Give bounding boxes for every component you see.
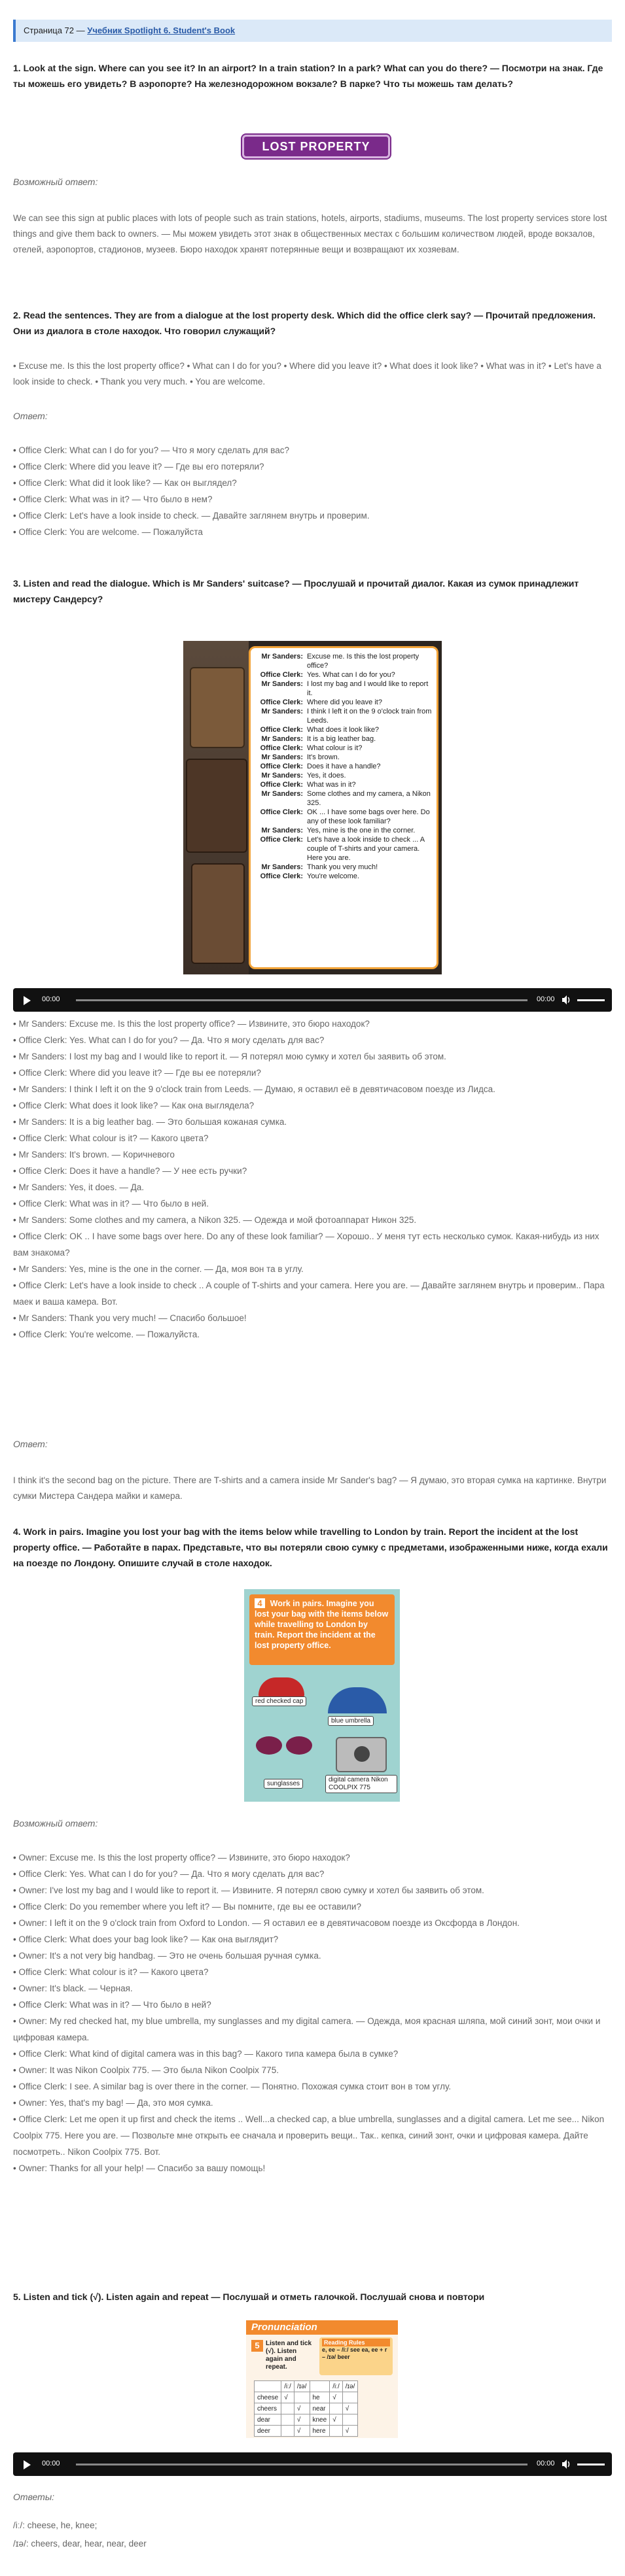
list-item: • Office Clerk: What was in it? — Что было в ней? bbox=[13, 1997, 612, 2013]
list-item: • Office Clerk: What did it look like? — Как он выглядел? bbox=[13, 475, 612, 491]
lost-property-sign: LOST PROPERTY bbox=[242, 135, 390, 158]
dialogue-line bbox=[255, 725, 433, 734]
list-item: • Office Clerk: Let's have a look inside to check. — Давайте заглянем внутрь и проверим. bbox=[13, 507, 612, 524]
item-label-sunglasses: sunglasses bbox=[264, 1779, 303, 1789]
dialogue-line bbox=[255, 863, 433, 872]
list-item: • Office Clerk: You are welcome. — Пожалуйста bbox=[13, 524, 612, 540]
dialogue-line bbox=[255, 753, 433, 762]
list-item: • Owner: I've lost my bag and I would like to report it. — Извините. Я потерял свою сумку и хотел бы заявить об этом. bbox=[13, 1882, 612, 1898]
dialogue-line bbox=[255, 789, 433, 808]
list-item: • Owner: Thanks for all your help! — Спасибо за вашу помощь! bbox=[13, 2160, 612, 2176]
list-item: • Mr Sanders: It's brown. — Коричневого bbox=[13, 1146, 612, 1163]
list-item: • Office Clerk: Does it have a handle? — У нее есть ручки? bbox=[13, 1163, 612, 1179]
dialogue-text: Some clothes and my camera, a Nikon 325. bbox=[307, 790, 431, 807]
table-cell: he bbox=[310, 2392, 330, 2403]
dialogue-text: I lost my bag and I would like to report it. bbox=[307, 680, 429, 697]
list-item: • Office Clerk: Where did you leave it? — Где вы его потеряли? bbox=[13, 458, 612, 475]
volume-icon[interactable] bbox=[562, 995, 571, 1005]
volume-slider[interactable] bbox=[577, 2464, 605, 2465]
dialogue-line bbox=[255, 872, 433, 881]
play-icon[interactable] bbox=[24, 2460, 31, 2469]
sunglasses-right-lens bbox=[286, 1736, 312, 1755]
task4-image bbox=[244, 1589, 400, 1802]
dialogue-line bbox=[255, 771, 433, 780]
list-item: • Office Clerk: What was in it? — Что было в нем? bbox=[13, 491, 612, 507]
table-row bbox=[255, 2392, 358, 2403]
task5-number: 5 bbox=[251, 2340, 263, 2352]
list-item: • Office Clerk: You're welcome. — Пожалуйста. bbox=[13, 1326, 612, 1343]
dialogue-line bbox=[255, 826, 433, 835]
task3-title: 3. Listen and read the dialogue. Which is Mr Sanders' suitcase? — Прослушай и прочитай диалог. Какая из сумок принадлежит мистеру Сандерсу? bbox=[13, 578, 579, 604]
dialogue-text: You're welcome. bbox=[307, 872, 359, 880]
reading-rules-box bbox=[319, 2337, 393, 2375]
audio-player-1[interactable] bbox=[13, 988, 612, 1012]
dialogue-line bbox=[255, 744, 433, 753]
table-header-cell: /iː/ bbox=[330, 2381, 343, 2392]
list-item: • Owner: I left it on the 9 o'clock train from Oxford to London. — Я оставил ее в девятичасовом поезде из Оксфорда в Лондон. bbox=[13, 1915, 612, 1931]
item-label-cap: red checked cap bbox=[252, 1696, 306, 1706]
dialogue-text: Thank you very much! bbox=[307, 863, 378, 871]
dialogue-bubble bbox=[249, 646, 438, 969]
audio-time-total: 00:00 bbox=[537, 2460, 555, 2467]
reading-rules-title: Reading Rules bbox=[322, 2339, 390, 2346]
item-label-umbrella: blue umbrella bbox=[328, 1716, 374, 1726]
book-link[interactable]: Учебник Spotlight 6. Student's Book bbox=[87, 26, 236, 35]
audio-time-current: 00:00 bbox=[42, 2460, 60, 2467]
table-row bbox=[255, 2414, 358, 2426]
dialogue-line bbox=[255, 835, 433, 863]
dialogue-text: What does it look like? bbox=[307, 726, 380, 734]
dialogue-speaker: Office Clerk: bbox=[260, 744, 303, 752]
page-label: Страница 72 — bbox=[24, 26, 85, 35]
table-cell bbox=[342, 2414, 358, 2426]
sunglasses-left-lens bbox=[256, 1736, 282, 1755]
list-item: • Office Clerk: What colour is it? — Какого цвета? bbox=[13, 1964, 612, 1980]
dialogue-speaker: Mr Sanders: bbox=[261, 863, 303, 871]
dialogue-speaker: Office Clerk: bbox=[260, 836, 303, 844]
list-item: • Owner: Yes, that's my bag! — Да, это моя сумка. bbox=[13, 2095, 612, 2111]
dialogue-speaker: Mr Sanders: bbox=[261, 680, 303, 688]
dialogue-line bbox=[255, 780, 433, 789]
table-cell: √ bbox=[294, 2414, 310, 2426]
dialogue-speaker: Office Clerk: bbox=[260, 763, 303, 770]
task2-answer-label: Ответ: bbox=[13, 411, 48, 421]
dialogue-text: Yes, it does. bbox=[307, 772, 346, 780]
reading-rules-text: e, ee – /iː/ see ea, ee + r – /ɪə/ beer bbox=[322, 2346, 387, 2360]
table-cell bbox=[330, 2403, 343, 2414]
suitcases-illustration bbox=[183, 641, 249, 974]
dialogue-text: Yes, mine is the one in the corner. bbox=[307, 827, 416, 834]
list-item: • Office Clerk: OK .. I have some bags over here. Do any of these look familiar? — Хорошо.. У меня тут есть несколько сумок. Какая-нибудь из них вам знакома? bbox=[13, 1228, 612, 1261]
table-header-cell: /iː/ bbox=[281, 2381, 295, 2392]
task1-answer-label: Возможный ответ: bbox=[13, 177, 98, 187]
task3-answer-label: Ответ: bbox=[13, 1439, 48, 1449]
dialogue-text: Where did you leave it? bbox=[307, 698, 382, 706]
dialogue-line bbox=[255, 679, 433, 698]
audio-progress-bar[interactable] bbox=[76, 2464, 527, 2465]
task4-instruction: Work in pairs. Imagine you lost your bag with the items below while travelling to London by train. Report the incident at the lost property office. bbox=[255, 1599, 389, 1650]
dialogue-speaker: Office Clerk: bbox=[260, 698, 303, 706]
table-cell bbox=[330, 2426, 343, 2437]
list-item: • Office Clerk: What colour is it? — Какого цвета? bbox=[13, 1130, 612, 1146]
dialogue-speaker: Mr Sanders: bbox=[261, 653, 303, 661]
dialogue-image bbox=[183, 641, 442, 974]
dialogue-speaker: Office Clerk: bbox=[260, 726, 303, 734]
dialogue-speaker: Mr Sanders: bbox=[261, 735, 303, 743]
table-cell: here bbox=[310, 2426, 330, 2437]
table-cell: deer bbox=[255, 2426, 281, 2437]
dialogue-text: What colour is it? bbox=[307, 744, 363, 752]
pronunciation-table-wrap bbox=[254, 2380, 358, 2437]
dialogue-text: OK ... I have some bags over here. Do any of these look familiar? bbox=[307, 808, 430, 825]
task5-answer-label: Ответы: bbox=[13, 2492, 55, 2502]
dialogue-text: It is a big leather bag. bbox=[307, 735, 376, 743]
list-item: • Office Clerk: What kind of digital camera was in this bag? — Какого типа камера была в сумке? bbox=[13, 2046, 612, 2062]
dialogue-line bbox=[255, 698, 433, 707]
table-header-cell: /ɪə/ bbox=[342, 2381, 358, 2392]
list-item: • Mr Sanders: Some clothes and my camera, a Nikon 325. — Одежда и мой фотоаппарат Никон 325. bbox=[13, 1212, 612, 1228]
table-cell: √ bbox=[294, 2426, 310, 2437]
table-cell bbox=[281, 2426, 295, 2437]
dialogue-speaker: Mr Sanders: bbox=[261, 708, 303, 715]
task5-answer-1: /iː/: cheese, he, knee; bbox=[13, 2520, 98, 2530]
task4-title: 4. Work in pairs. Imagine you lost your bag with the items below while travelling to London by train. Report the incident at the lost property office. — Работайте в парах. Представьте, что вы потеряли свою сумку с предметами, изображенными ниже, когда ехали на поезде по Лондону. Опишите случай в столе находок. bbox=[13, 1526, 608, 1568]
list-item: • Owner: It's a not very big handbag. — Это не очень большая ручная сумка. bbox=[13, 1948, 612, 1964]
dialogue-text: I think I left it on the 9 o'clock train from Leeds. bbox=[307, 708, 432, 725]
table-cell: cheese bbox=[255, 2392, 281, 2403]
umbrella-illustration bbox=[328, 1687, 387, 1713]
table-cell bbox=[294, 2392, 310, 2403]
dialogue-text: Does it have a handle? bbox=[307, 763, 381, 770]
camera-illustration bbox=[336, 1737, 387, 1772]
task4-number: 4 bbox=[255, 1598, 265, 1608]
table-row bbox=[255, 2426, 358, 2437]
table-cell: cheers bbox=[255, 2403, 281, 2414]
task3-answer: I think it's the second bag on the picture. There are T-shirts and a camera inside Mr Sander's bag? — Я думаю, это вторая сумка на картинке. Внутри сумки Мистера Сандера майки и камера. bbox=[13, 1475, 607, 1501]
dialogue-text: It's brown. bbox=[307, 753, 340, 761]
list-item: • Mr Sanders: Yes, it does. — Да. bbox=[13, 1179, 612, 1195]
cap-illustration bbox=[259, 1677, 304, 1698]
volume-icon[interactable] bbox=[562, 2459, 571, 2469]
dialogue-speaker: Mr Sanders: bbox=[261, 753, 303, 761]
dialogue-speaker: Mr Sanders: bbox=[261, 827, 303, 834]
table-cell bbox=[281, 2403, 295, 2414]
list-item: • Mr Sanders: I lost my bag and I would like to report it. — Я потерял мою сумку и хотел бы заявить об этом. bbox=[13, 1048, 612, 1065]
task2-answer-list bbox=[13, 442, 612, 540]
dialogue-speaker: Office Clerk: bbox=[260, 781, 303, 789]
pronunciation-heading: Pronunciation bbox=[246, 2320, 398, 2335]
table-cell bbox=[281, 2414, 295, 2426]
task5-title: 5. Listen and tick (√). Listen again and repeat — Послушай и отметь галочкой. Послушай снова и повтори bbox=[13, 2292, 485, 2302]
task4-lines bbox=[13, 1849, 612, 2176]
table-cell: knee bbox=[310, 2414, 330, 2426]
audio-progress-bar[interactable] bbox=[76, 999, 527, 1001]
list-item: • Office Clerk: What was in it? — Что было в ней. bbox=[13, 1195, 612, 1212]
dialogue-text: Let's have a look inside to check ... A couple of T-shirts and your camera. Here you are. bbox=[307, 836, 425, 862]
table-row bbox=[255, 2403, 358, 2414]
dialogue-speaker: Office Clerk: bbox=[260, 671, 303, 679]
audio-player-2[interactable] bbox=[13, 2452, 612, 2476]
task5-image bbox=[246, 2320, 398, 2438]
audio-time-current: 00:00 bbox=[42, 995, 60, 1003]
list-item: • Mr Sanders: Excuse me. Is this the lost property office? — Извините, это бюро находок? bbox=[13, 1016, 612, 1032]
table-header-cell bbox=[310, 2381, 330, 2392]
task4-instruction-box bbox=[249, 1594, 395, 1665]
audio-time-total: 00:00 bbox=[537, 995, 555, 1003]
list-item: • Office Clerk: Yes. What can I do for you? — Да. Что я могу сделать для вас? bbox=[13, 1866, 612, 1882]
task1-answer: We can see this sign at public places with lots of people such as train stations, hotels, airports, stadiums, museums. The lost property services store lost things and give them back to owners. — Мы можем увидеть этот знак в общественных местах с большим количеством людей, вроде вокзалов, отелей, аэропортов, стадионов, музеев. Бюро находок хранят потерянные вещи и возвращают их хозяевам. bbox=[13, 213, 607, 254]
table-cell: √ bbox=[330, 2414, 343, 2426]
list-item: • Office Clerk: Yes. What can I do for you? — Да. Что я могу сделать для вас? bbox=[13, 1032, 612, 1048]
list-item: • Office Clerk: Let's have a look inside to check .. A couple of T-shirts and your camera. Here you are. — Давайте заглянем внутрь и проверим.. Пара маек и ваша камера. Вот. bbox=[13, 1277, 612, 1310]
list-item: • Office Clerk: What does your bag look like? — Как она выглядит? bbox=[13, 1931, 612, 1948]
dialogue-line bbox=[255, 652, 433, 670]
list-item: • Office Clerk: Let me open it up first and check the items .. Well...a checked cap, a blue umbrella, sunglasses and a digital camera. Let me see... Nikon Coolpix 775. Here you are. — Позвольте мне открыть ее сначала и проверить вещи.. Так.. кепка, синий зонт, очки и цифровая камера. Дайте посмотреть.. Nikon Coolpix 775. Вот. bbox=[13, 2111, 612, 2160]
list-item: • Mr Sanders: It is a big leather bag. — Это большая кожаная сумка. bbox=[13, 1114, 612, 1130]
list-item: • Owner: It's black. — Черная. bbox=[13, 1980, 612, 1997]
dialogue-speaker: Office Clerk: bbox=[260, 808, 303, 816]
dialogue-speaker: Office Clerk: bbox=[260, 872, 303, 880]
list-item: • Mr Sanders: Yes, mine is the one in the corner. — Да, моя вон та в углу. bbox=[13, 1261, 612, 1277]
dialogue-line bbox=[255, 734, 433, 744]
list-item: • Office Clerk: Where did you leave it? — Где вы ее потеряли? bbox=[13, 1065, 612, 1081]
dialogue-lines bbox=[255, 652, 433, 881]
list-item: • Owner: My red checked hat, my blue umbrella, my sunglasses and my digital camera. — Одежда, моя красная шляпа, мой синий зонт, мои очки и цифровая камера. bbox=[13, 2013, 612, 2046]
table-cell: near bbox=[310, 2403, 330, 2414]
volume-slider[interactable] bbox=[577, 999, 605, 1001]
list-item: • Office Clerk: What does it look like? — Как она выглядела? bbox=[13, 1097, 612, 1114]
table-cell bbox=[342, 2392, 358, 2403]
table-cell: √ bbox=[342, 2426, 358, 2437]
table-cell: √ bbox=[330, 2392, 343, 2403]
dialogue-text: What was in it? bbox=[307, 781, 356, 789]
list-item: • Mr Sanders: I think I left it on the 9 o'clock train from Leeds. — Думаю, я оставил её в девятичасовом поезде из Лидса. bbox=[13, 1081, 612, 1097]
table-cell: √ bbox=[342, 2403, 358, 2414]
list-item: • Owner: It was Nikon Coolpix 775. — Это была Nikon Coolpix 775. bbox=[13, 2062, 612, 2078]
dialogue-speaker: Mr Sanders: bbox=[261, 772, 303, 780]
task1-title: 1. Look at the sign. Where can you see it? In an airport? In a train station? In a park? What can you do there? — Посмотри на знак. Где ты можешь его увидеть? В аэропорте? На железнодорожном вокзале? В парке? Что ты можешь там делать? bbox=[13, 63, 603, 89]
table-cell: √ bbox=[281, 2392, 295, 2403]
dialogue-line bbox=[255, 707, 433, 725]
item-label-camera: digital camera Nikon COOLPIX 775 bbox=[325, 1775, 397, 1793]
dialogue-line bbox=[255, 762, 433, 771]
dialogue-text: Yes. What can I do for you? bbox=[307, 671, 395, 679]
task5-answer-2: /ɪə/: cheers, dear, hear, near, deer bbox=[13, 2539, 147, 2549]
task3-lines bbox=[13, 1016, 612, 1343]
table-header-cell bbox=[255, 2381, 281, 2392]
dialogue-line bbox=[255, 670, 433, 679]
table-cell: dear bbox=[255, 2414, 281, 2426]
list-item: • Office Clerk: I see. A similar bag is over there in the corner. — Понятно. Похожая сумка стоит вон в том углу. bbox=[13, 2078, 612, 2095]
task2-title: 2. Read the sentences. They are from a dialogue at the lost property desk. Which did the office clerk say? — Прочитай предложения. Они из диалога в столе находок. Что говорил служащий? bbox=[13, 310, 596, 336]
table-cell: √ bbox=[294, 2403, 310, 2414]
task4-answer-label: Возможный ответ: bbox=[13, 1818, 98, 1829]
list-item: • Office Clerk: What can I do for you? — Что я могу сделать для вас? bbox=[13, 442, 612, 458]
table-header-cell: /ɪə/ bbox=[294, 2381, 310, 2392]
dialogue-line bbox=[255, 808, 433, 826]
task5-instruction: Listen and tick (√). Listen again and repeat. bbox=[266, 2340, 312, 2371]
dialogue-text: Excuse me. Is this the lost property office? bbox=[307, 653, 420, 670]
task2-sentences: • Excuse me. Is this the lost property office? • What can I do for you? • Where did you leave it? • What does it look like? • What was in it? • Let's have a look inside to check. • Thank you very much. • You are welcome. bbox=[13, 361, 601, 386]
list-item: • Mr Sanders: Thank you very much! — Спасибо большое! bbox=[13, 1310, 612, 1326]
page-header bbox=[13, 20, 612, 42]
dialogue-speaker: Mr Sanders: bbox=[261, 790, 303, 798]
pronunciation-table bbox=[254, 2380, 358, 2437]
list-item: • Office Clerk: Do you remember where you left it? — Вы помните, где вы ее оставили? bbox=[13, 1898, 612, 1915]
play-icon[interactable] bbox=[24, 996, 31, 1005]
list-item: • Owner: Excuse me. Is this the lost property office? — Извините, это бюро находок? bbox=[13, 1849, 612, 1866]
